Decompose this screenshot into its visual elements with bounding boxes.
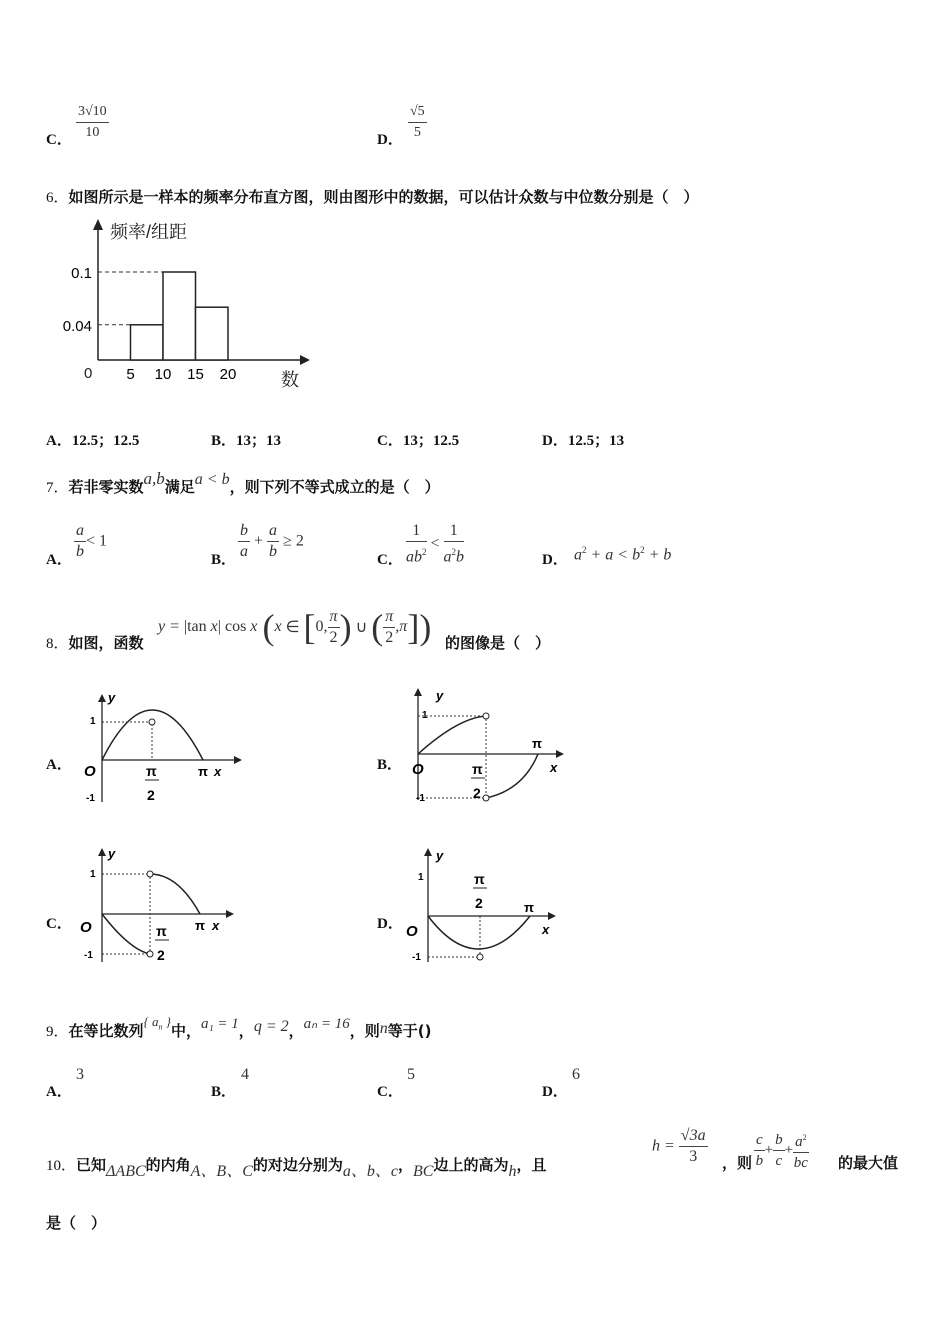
q10-angles: A、B、C (190, 1163, 253, 1180)
q9-option-c-value: 5 (407, 1066, 415, 1083)
svg-text:O: O (412, 761, 424, 778)
svg-text:2: 2 (473, 785, 481, 801)
q9-seq: { $a_n$ } (143, 1014, 171, 1032)
histogram-bar-5-10 (131, 325, 164, 360)
q8-graph-c (78, 842, 248, 966)
q7-option-d-label: D． (542, 552, 568, 568)
q7-text1: 若非零实数 (68, 478, 144, 496)
q6-option-b-label: B． (211, 433, 237, 449)
x-tick-label: 15 (187, 366, 204, 383)
q5-d-denominator: 5 (413, 125, 421, 140)
q8-graph-d (398, 842, 578, 966)
svg-text:-1: -1 (412, 952, 421, 963)
svg-text:π: π (472, 761, 483, 777)
q7-option-a-label: A． (46, 552, 72, 568)
q6-xlabel: 数 (281, 370, 299, 390)
q8-option-d-label: D． (377, 916, 403, 932)
x-arrow-icon (226, 910, 234, 918)
q9-text4: 等于() (387, 1022, 432, 1040)
q10-text6: ，且 (516, 1156, 547, 1174)
svg-text:x: x (542, 922, 550, 937)
svg-text:O: O (406, 923, 418, 940)
q6-origin-label: 0 (84, 365, 93, 382)
q6-option-c-label: C． (377, 433, 403, 449)
q6-option-a (46, 429, 139, 450)
q6-option-b (211, 429, 281, 450)
q9-number: 9． (46, 1024, 69, 1040)
q7-option-c-label: C． (377, 552, 403, 568)
q6-histogram (56, 214, 316, 394)
q7-option-d-expr: $a^2 + a < b^2 + b$ (574, 545, 672, 564)
q10-text5: 边上的高为 (433, 1156, 509, 1174)
x-tick-label: 20 (219, 366, 237, 383)
svg-text:x: x (550, 760, 558, 775)
q6-option-c (377, 429, 459, 450)
svg-text:π: π (532, 736, 542, 751)
q9-option-a-label: A． (46, 1084, 72, 1100)
y-arrow-icon (424, 848, 432, 856)
q10-stem (46, 1152, 547, 1180)
svg-text:O: O (84, 763, 96, 780)
q6-option-d-label: D． (542, 433, 568, 449)
svg-text:1: 1 (422, 710, 428, 721)
svg-text:2: 2 (475, 895, 483, 911)
svg-text:π: π (474, 871, 485, 887)
q8-graph-a (78, 690, 248, 810)
q10-text3: 的对边分别为 (252, 1156, 343, 1174)
q7-option-b-label: B． (211, 552, 237, 568)
q6-option-a-label: A． (46, 433, 72, 449)
q8-function-expr: y = |tan x| cos x (x ∈ [0, $\frac{\pi}{2}$ ) ∪ ( $\frac{\pi}{2}$ ,π]) (158, 607, 432, 647)
q7-vars: a,b (143, 469, 165, 488)
q10-sides: a、b、c (342, 1163, 399, 1180)
q5-option-d-fraction (408, 102, 427, 143)
q10-text2: 的内角 (145, 1156, 191, 1174)
svg-text:-1: -1 (86, 793, 95, 804)
q9-n: n (379, 1020, 388, 1037)
svg-text:1: 1 (90, 716, 96, 727)
q9-option-b-value: 4 (241, 1066, 249, 1083)
x-arrow-icon (548, 912, 556, 920)
y-tick-label: 0.04 (62, 317, 92, 335)
q9-option-d-value: 6 (572, 1066, 580, 1083)
q6-option-a-text: 12.5；12.5 (71, 433, 140, 449)
q8-text1: 如图，函数 (68, 634, 144, 652)
svg-text:1: 1 (418, 872, 424, 883)
svg-text:y: y (436, 848, 444, 863)
svg-text:1: 1 (90, 869, 96, 880)
q7-number: 7． (46, 480, 69, 496)
q10-text7: ，则 (722, 1154, 753, 1172)
x-arrow-icon (234, 756, 242, 764)
histogram-bar-10-15 (163, 272, 196, 360)
x-tick-label: 5 (126, 366, 135, 383)
q8-option-a-label: A． (46, 757, 72, 773)
q6-number: 6． (46, 190, 69, 206)
q9-option-d-label: D． (542, 1084, 568, 1100)
q5-option-c-fraction (76, 102, 109, 143)
q7-text3: ，则下列不等式成立的是（ ） (229, 478, 440, 496)
q9-a1: a₁ = 1 (200, 1016, 239, 1032)
svg-text:y: y (108, 846, 116, 861)
q8-graph-b (398, 682, 578, 808)
svg-text:x: x (214, 764, 222, 779)
svg-text:x: x (212, 918, 220, 933)
q9-option-b-label: B． (211, 1084, 237, 1100)
q9-stem: 9．在等比数列{ $a_n$ }中，a₁ = 1，q = 2，aₙ = 16，则n等于() (46, 1014, 432, 1040)
svg-text:y: y (108, 690, 116, 705)
q9-option-a-value: 3 (76, 1066, 84, 1083)
q10-h-formula: h = $\frac{√3a}{3}$ (652, 1127, 706, 1165)
y-arrow-icon (414, 688, 422, 696)
q10-tri: ΔABC (106, 1163, 146, 1180)
q9-text3: ，则 (349, 1022, 380, 1040)
q9-option-c-label: C． (377, 1084, 403, 1100)
q5-option-c-label: C． (46, 132, 72, 148)
q6-text: 如图所示是一样本的频率分布直方图，则由图形中的数据，可以估计众数与中位数分别是（ ） (68, 188, 699, 206)
q9-text2: 中， (170, 1022, 201, 1040)
svg-text:π: π (156, 923, 167, 939)
q10-text1: 已知 (76, 1156, 107, 1174)
q6-option-d (542, 429, 624, 450)
q8-text2: 的图像是（ ） (445, 634, 551, 652)
y-tick-label: 0.1 (71, 265, 92, 282)
q9-q: q = 2 (253, 1018, 289, 1035)
svg-text:2: 2 (157, 947, 165, 963)
q10-text8: 的最大值 (838, 1154, 899, 1172)
q10-text4: ， (398, 1156, 414, 1174)
q6-x-arrow-icon (300, 355, 310, 365)
q6-option-d-text: 12.5；13 (567, 433, 625, 449)
y-arrow-icon (98, 694, 106, 702)
q10-expression: $\frac{c}{b}$ + $\frac{b}{c}$ + $\frac{a^2}{bc}$ (754, 1128, 809, 1173)
q7-cond: a < b (194, 471, 230, 488)
q8-number: 8． (46, 636, 69, 652)
q10-line2: 是（ ） (46, 1214, 107, 1232)
q5-c-numerator: 3√10 (76, 102, 109, 123)
q6-bars (131, 272, 229, 360)
svg-text:π: π (146, 763, 157, 779)
q7-stem (46, 469, 440, 497)
svg-text:2: 2 (147, 787, 155, 803)
svg-text:π: π (195, 918, 205, 933)
y-arrow-icon (98, 848, 106, 856)
svg-text:π: π (524, 900, 534, 915)
q6-option-b-text: 13；13 (236, 433, 282, 449)
q5-c-denominator: 10 (85, 125, 100, 140)
q7-option-c-expr: $\frac{1}{ab^2}$ < $\frac{1}{a^2b}$ (406, 522, 465, 566)
svg-text:-1: -1 (84, 950, 93, 961)
q8-option-b-label: B． (377, 757, 403, 773)
q5-d-numerator: √5 (408, 102, 427, 123)
q6-stem (46, 186, 699, 207)
q10-h: h (508, 1163, 517, 1180)
q9-text1: 在等比数列 (68, 1022, 144, 1040)
q7-option-a-expr: $\frac{a}{b}$ < 1 (76, 522, 108, 560)
q6-y-arrow-icon (93, 219, 103, 230)
q9-an: aₙ = 16 (303, 1016, 350, 1032)
q10-bc: BC (413, 1163, 434, 1180)
svg-text:O: O (80, 919, 92, 936)
x-arrow-icon (556, 750, 564, 758)
q7-text2: 满足 (164, 478, 195, 496)
q7-option-b-expr: $\frac{b}{a}$ + $\frac{a}{b}$ ≥ 2 (240, 522, 304, 560)
svg-text:y: y (436, 688, 444, 703)
q10-number: 10． (46, 1158, 77, 1174)
svg-text:-1: -1 (416, 793, 425, 804)
q5-option-d-label: D． (377, 132, 403, 148)
q6-ylabel: 频率/组距 (110, 222, 188, 242)
x-tick-label: 10 (154, 366, 172, 383)
histogram-bar-15-20 (196, 307, 229, 360)
svg-text:π: π (198, 764, 208, 779)
q8-stem-text1 (46, 632, 144, 653)
q8-option-c-label: C． (46, 916, 72, 932)
q6-option-c-text: 13；12.5 (402, 433, 460, 449)
